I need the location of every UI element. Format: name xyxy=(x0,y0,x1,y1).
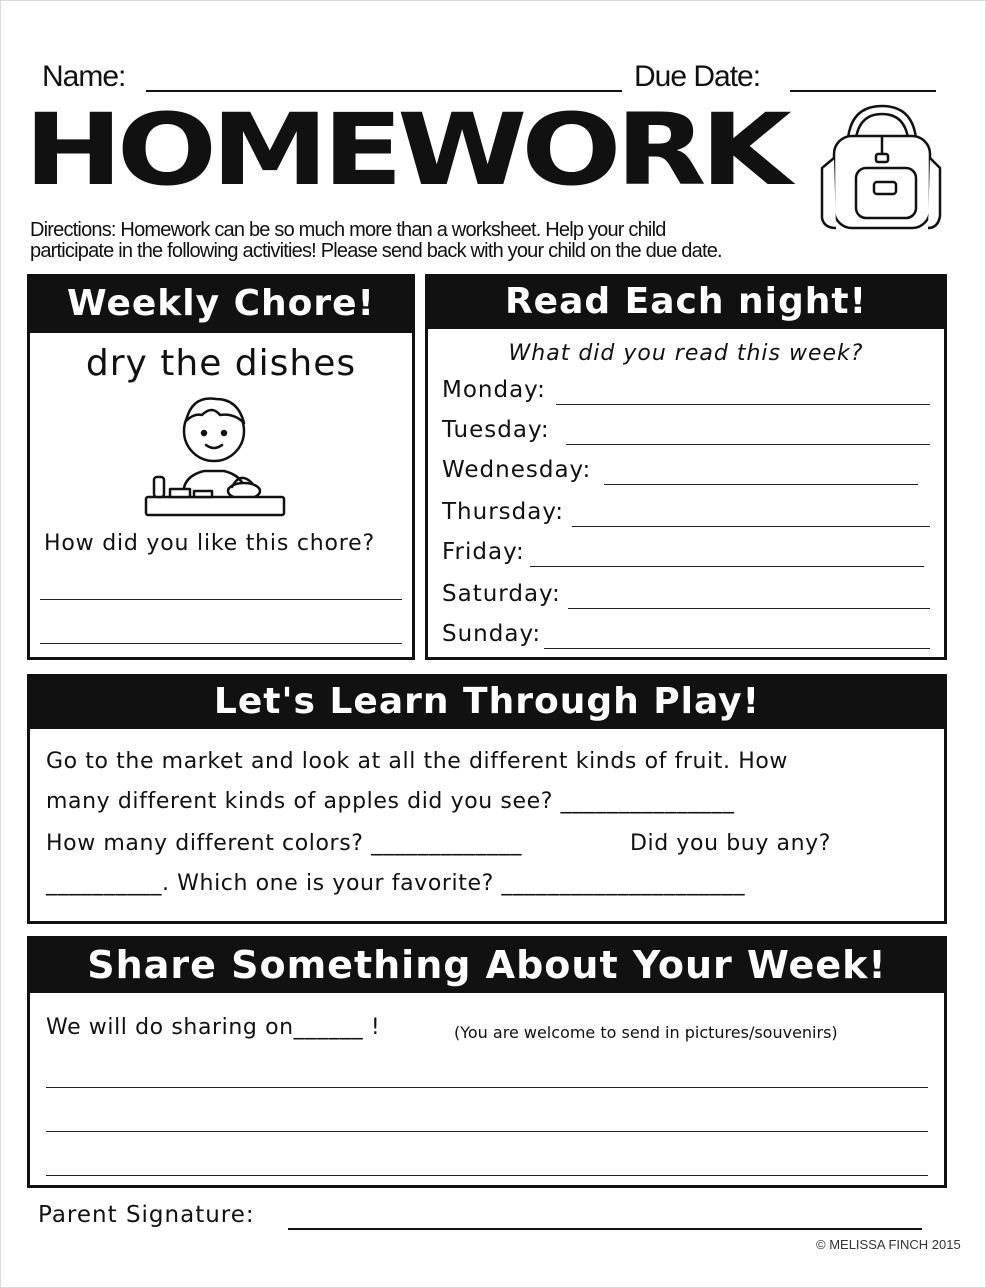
day-label-saturday: Saturday: xyxy=(442,581,561,607)
reading-row-saturday xyxy=(442,581,930,611)
share-section xyxy=(27,936,947,1188)
day-label-monday: Monday: xyxy=(442,377,546,403)
reading-prompt: What did you read this week? xyxy=(508,341,864,366)
boy-drying-dishes-icon xyxy=(140,387,288,527)
reading-row-thursday xyxy=(442,499,930,529)
play-line-1: Go to the market and look at all the different kinds of fruit. How xyxy=(46,749,789,774)
copyright: © MELISSA FINCH 2015 xyxy=(816,1237,961,1252)
parent-signature-field[interactable] xyxy=(288,1228,922,1230)
share-line-2[interactable] xyxy=(46,1131,928,1132)
reading-section xyxy=(425,274,947,660)
share-line-1[interactable] xyxy=(46,1087,928,1088)
share-line-3[interactable] xyxy=(46,1175,928,1176)
play-line-3b: Did you buy any? xyxy=(630,831,832,856)
chore-question: How did you like this chore? xyxy=(44,531,375,556)
chore-task: dry the dishes xyxy=(85,343,357,384)
reading-line-sunday[interactable] xyxy=(544,648,930,649)
weekly-chore-heading: Weekly Chore! xyxy=(30,277,412,333)
chore-answer-line-1[interactable] xyxy=(40,599,402,600)
name-label: Name: xyxy=(42,60,126,93)
directions-line-2: participate in the following activities! Please send back with your child on the due date. xyxy=(30,240,722,262)
reading-line-thursday[interactable] xyxy=(572,526,930,527)
reading-row-monday xyxy=(442,377,930,407)
reading-row-wednesday xyxy=(442,457,930,487)
play-section xyxy=(27,674,947,924)
backpack-icon xyxy=(812,98,946,234)
day-label-thursday: Thursday: xyxy=(442,499,565,525)
sharing-note: (You are welcome to send in pictures/souvenirs) xyxy=(454,1023,838,1042)
reading-heading: Read Each night! xyxy=(428,277,944,329)
weekly-chore-section xyxy=(27,274,415,660)
parent-signature-label: Parent Signature: xyxy=(38,1202,255,1228)
play-line-3a: How many different colors? _____________ xyxy=(46,831,522,856)
day-label-wednesday: Wednesday: xyxy=(442,457,592,483)
reading-line-saturday[interactable] xyxy=(568,608,930,609)
due-date-field[interactable] xyxy=(790,90,936,92)
sharing-day-text: We will do sharing on______ ! xyxy=(46,1015,381,1040)
reading-line-wednesday[interactable] xyxy=(604,484,918,485)
page-title: HOMEWORK xyxy=(24,91,786,208)
day-label-friday: Friday: xyxy=(442,539,525,565)
reading-line-monday[interactable] xyxy=(556,404,930,405)
play-heading: Let's Learn Through Play! xyxy=(30,677,944,729)
directions-line-1: Directions: Homework can be so much more than a worksheet. Help your child xyxy=(30,219,666,241)
reading-line-tuesday[interactable] xyxy=(566,444,930,445)
reading-row-sunday xyxy=(442,621,930,651)
reading-row-tuesday xyxy=(442,417,930,447)
share-heading: Share Something About Your Week! xyxy=(30,939,944,993)
due-date-label: Due Date: xyxy=(634,60,761,93)
reading-line-friday[interactable] xyxy=(530,566,924,567)
chore-answer-line-2[interactable] xyxy=(40,643,402,644)
day-label-tuesday: Tuesday: xyxy=(442,417,550,443)
day-label-sunday: Sunday: xyxy=(442,621,542,647)
play-line-2: many different kinds of apples did you see? _______________ xyxy=(46,789,735,814)
reading-row-friday xyxy=(442,539,930,569)
play-line-4: __________. Which one is your favorite? _____________________ xyxy=(46,871,746,896)
directions xyxy=(30,220,930,262)
